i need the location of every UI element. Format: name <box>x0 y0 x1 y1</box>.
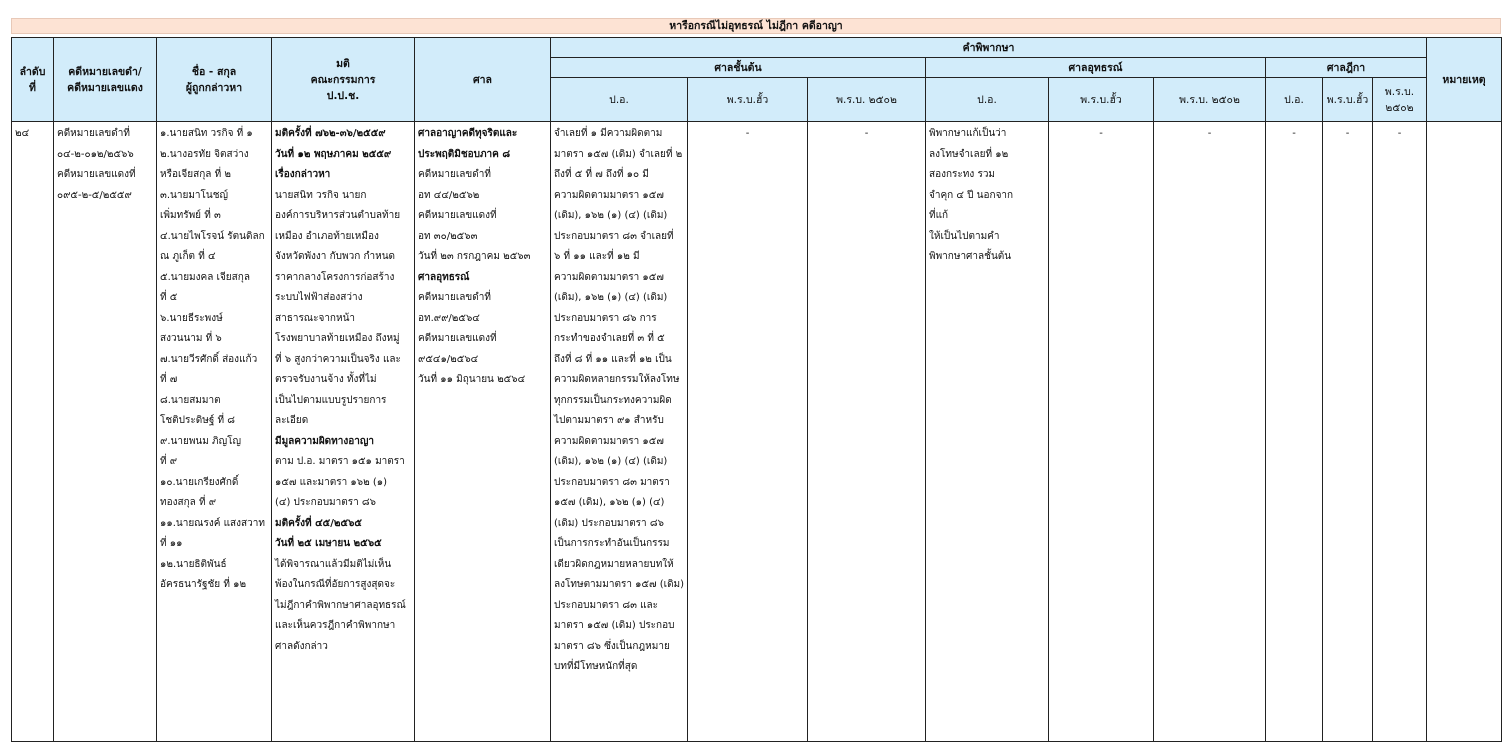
text-line: มติครั้งที่ ๗๖๒-๓๖/๒๕๕๙ <box>275 128 386 139</box>
text-line: ที่ ๕ <box>160 292 178 303</box>
text-line: ประกอบมาตรา ๘๓ มาตรา <box>554 476 670 488</box>
text-line: (เดิม) ประกอบมาตรา ๘๖ <box>554 517 664 529</box>
text-line: มติครั้งที่ ๔๕/๒๕๖๕ <box>275 517 362 529</box>
text-line: ๑๑.นายณรงค์ แสงสวาท <box>160 517 265 529</box>
header-case-no: คดีหมายเลขดำ/ คดีหมายเลขแดง <box>54 38 157 122</box>
text-line: ณ ภูเก็ต ที่ ๔ <box>160 251 216 262</box>
text-line: มาตรา ๑๕๗ (เดิม) จำเลยที่ ๒ <box>554 148 683 160</box>
text-line: ๑๕๗ และมาตรา ๑๖๒ (๑) <box>275 476 388 488</box>
text-line: ความผิดตามมาตรา ๑๕๗ <box>554 189 664 201</box>
text-line: ไปตามมาตรา ๙๑ สำหรับ <box>554 415 664 426</box>
text-line: ๒.นางอรทัย จิตสว่าง <box>160 148 249 160</box>
cell-appeal-po <box>926 122 1049 742</box>
cell-case-no: คดีหมายเลขดำที่ ๐๔-๒-๐๑๒/๒๕๖๖ คดีหมายเลขแดงที่ ๐๙๕-๒-๕/๒๕๕๙ <box>54 122 157 742</box>
header-court: ศาล <box>415 38 551 122</box>
cell-first-pr-old: - <box>688 122 808 742</box>
header-appeal-pr-2502: พ.ร.บ. ๒๕๐๒ <box>1154 78 1266 122</box>
cell-accused <box>157 122 272 742</box>
text-line: ที่ ๙ <box>160 456 178 467</box>
header-judgment: คำพิพากษา <box>551 38 1427 58</box>
text-line: (เดิม), ๑๖๒ (๑) (๔) (เดิม) <box>554 210 668 221</box>
text-line: หรือเจียสกุล ที่ ๒ <box>160 169 231 180</box>
text-line: มีมูลความผิดทางอาญา <box>275 435 375 447</box>
text-line: ตาม ป.อ. มาตรา ๑๕๑ มาตรา <box>275 456 405 467</box>
text-line: ทองสกุล ที่ ๙ <box>160 497 217 508</box>
text-line: เป็นไปตามแบบรูปรายการ <box>275 394 387 406</box>
header-supreme-pr-old: พ.ร.บ.ฮั้ว <box>1323 78 1373 122</box>
header-note: หมายเหตุ <box>1427 38 1502 122</box>
header-appeal-po: ป.อ. <box>926 78 1049 122</box>
text-line: พ้องในกรณีที่อัยการสูงสุดจะ <box>275 579 396 590</box>
text-line: องค์การบริหารส่วนตำบลท้าย <box>275 210 401 221</box>
text-line: ศาลดังกล่าว <box>275 640 328 652</box>
text-line: ประกอบมาตรา ๘๓ จำเลยที่ <box>554 230 674 242</box>
text-line: ไม่ฎีกาคำพิพากษาศาลอุทธรณ์ <box>275 599 406 611</box>
header-no: ลำดับ ที่ <box>12 38 54 122</box>
table-title: หารือกรณีไม่อุทธรณ์ ไม่ฎีกา คดีอาญา <box>11 18 1501 34</box>
text-line: ๕.นายมงคล เจียสกุล <box>160 271 250 283</box>
text-line: ลงโทษตามมาตรา ๑๕๗ (เดิม) <box>554 579 685 590</box>
text-line: (เดิม), ๑๖๒ (๑) (๔) (เดิม) <box>554 456 668 467</box>
text-line: ที่ ๑๑ <box>160 538 183 549</box>
cell-appeal-pr-old: - <box>1049 122 1154 742</box>
header-court-appeal: ศาลอุทธรณ์ <box>926 58 1266 78</box>
text-line: ๑๐.นายเกรียงศักดิ์ <box>160 476 239 488</box>
text-line: ประกอบมาตรา ๘๖ การ <box>554 312 657 324</box>
text-line: ประกอบมาตรา ๘๓ และ <box>554 599 659 611</box>
text-line: คดีหมายเลขดำที่ <box>418 292 491 303</box>
text-line: ความผิดตามมาตรา ๑๕๗ <box>554 435 664 447</box>
text-line: ละเอียด <box>275 415 309 426</box>
text-line: ๓.นายมาโนชญ์ <box>160 189 229 201</box>
header-first-pr-2502: พ.ร.บ. ๒๕๐๒ <box>808 78 926 122</box>
text-line: จังหวัดพังงา กับพวก กำหนด <box>275 251 396 262</box>
text-line: สาธารณะจากหน้า <box>275 312 356 324</box>
cell-note <box>1427 122 1502 742</box>
text-line: ตรวจรับงานจ้าง ทั้งที่ไม่ <box>275 374 377 385</box>
text-line: ๑.นายสนิท วรกิจ ที่ ๑ <box>160 128 253 139</box>
text-line: ๖.นายธีระพงษ์ <box>160 312 223 324</box>
text-line: เดียวผิดกฎหมายหลายบทให้ <box>554 558 674 570</box>
header-resolution: มติ คณะกรรมการ ป.ป.ช. <box>272 38 415 122</box>
text-line: วันที่ ๒๕ เมษายน ๒๕๖๕ <box>275 538 382 549</box>
text-line: จำเลยที่ ๑ มีความผิดตาม <box>554 128 663 139</box>
text-line: เพิ่มทรัพย์ ที่ ๓ <box>160 210 221 221</box>
text-line: พิพากษาแก้เป็นว่า <box>929 128 1007 139</box>
text-line: ความผิดหลายกรรมให้ลงโทษ <box>554 374 680 385</box>
header-court-first: ศาลชั้นต้น <box>551 58 926 78</box>
cell-supreme-po: - <box>1266 122 1323 742</box>
text-line: ๑๕๗ (เดิม), ๑๖๒ (๑) (๔) <box>554 497 665 508</box>
text-line: นายสนิท วรกิจ นายก <box>275 189 367 201</box>
text-line: อท ๔๔/๒๕๖๒ <box>418 189 480 201</box>
text-line: ความผิดตามมาตรา ๑๕๗ <box>554 271 664 283</box>
cell-supreme-pr-old: - <box>1323 122 1373 742</box>
header-first-po: ป.อ. <box>551 78 688 122</box>
text-line: กระทำของจำเลยที่ ๓ ที่ ๕ <box>554 333 665 344</box>
text-line: ๙.นายพนม ภิญโญ <box>160 435 242 447</box>
cell-first-pr-2502: - <box>808 122 926 742</box>
cell-appeal-pr-2502: - <box>1154 122 1266 742</box>
text-line: ที่แก้ <box>929 210 949 221</box>
text-line: อัครธนารัฐชัย ที่ ๑๒ <box>160 579 247 590</box>
text-line: วันที่ ๑๑ มิถุนายน ๒๕๖๔ <box>418 374 526 385</box>
text-line: สงวนนาม ที่ ๖ <box>160 333 222 344</box>
cell-first-po <box>551 122 688 742</box>
text-line: จำคุก ๔ ปี นอกจาก <box>929 189 1014 201</box>
text-line: (เดิม), ๑๖๒ (๑) (๔) (เดิม) <box>554 292 668 303</box>
text-line: ศาลอาญาคดีทุจริตและ <box>418 128 518 139</box>
text-line: ราคากลางโครงการก่อสร้าง <box>275 271 395 283</box>
header-first-pr-old: พ.ร.บ.ฮั้ว <box>688 78 808 122</box>
text-line: พิพากษาศาลชั้นต้น <box>929 251 1012 262</box>
header-supreme-po: ป.อ. <box>1266 78 1323 122</box>
text-line: ทุกกรรมเป็นกระทงความผิด <box>554 394 672 406</box>
cell-supreme-pr-2502: - <box>1373 122 1427 742</box>
cell-court <box>415 122 551 742</box>
header-court-supreme: ศาลฎีกา <box>1266 58 1427 78</box>
table-row <box>12 122 1502 742</box>
text-line: มาตรา ๘๖ ซึ่งเป็นกฎหมาย <box>554 640 670 652</box>
header-supreme-pr-2502: พ.ร.บ. ๒๕๐๒ <box>1373 78 1427 122</box>
text-line: โชติประดิษฐ์ ที่ ๘ <box>160 415 236 426</box>
text-line: ๖ ที่ ๑๑ และที่ ๑๒ มี <box>554 251 640 262</box>
text-line: ถึงที่ ๕ ที่ ๗ ถึงที่ ๑๐ มี <box>554 169 649 180</box>
text-line: คดีหมายเลขแดงที่ <box>418 210 497 221</box>
text-line: เป็นการกระทำอันเป็นกรรม <box>554 538 670 549</box>
text-line: ศาลอุทธรณ์ <box>418 271 470 283</box>
text-line: ลงโทษจำเลยที่ ๑๒ <box>929 148 1009 160</box>
consultation-table <box>11 37 1502 742</box>
text-line: บทที่มีโทษหนักที่สุด <box>554 661 638 672</box>
text-line: เหมือง อำเภอท้ายเหมือง <box>275 230 379 242</box>
text-line: คดีหมายเลขแดงที่ <box>418 333 497 344</box>
text-line: ที่ ๗ <box>160 374 178 385</box>
text-line: อท.๙๙/๒๕๖๔ <box>418 312 480 324</box>
text-line: สองกระทง รวม <box>929 169 996 180</box>
text-line: มาตรา ๑๕๗ (เดิม) ประกอบ <box>554 620 675 631</box>
text-line: ที่ ๖ สูงกว่าความเป็นจริง และ <box>275 353 401 365</box>
text-line: ๙๕๔๑/๒๕๖๔ <box>418 353 479 365</box>
text-line: เรื่องกล่าวหา <box>275 169 331 180</box>
text-line: ๔.นายไพโรจน์ รัตนดิลก <box>160 230 265 242</box>
text-line: วันที่ ๑๒ พฤษภาคม ๒๕๕๙ <box>275 148 392 160</box>
text-line: ๑๒.นายธิติพันธ์ <box>160 558 227 570</box>
text-line: คดีหมายเลขดำที่ <box>418 169 491 180</box>
cell-no: ๒๔ <box>12 122 54 742</box>
text-line: ให้เป็นไปตามคำ <box>929 230 1000 242</box>
text-line: ๘.นายสมมาต <box>160 394 221 406</box>
text-line: วันที่ ๒๓ กรกฎาคม ๒๕๖๓ <box>418 251 531 262</box>
header-appeal-pr-old: พ.ร.บ.ฮั้ว <box>1049 78 1154 122</box>
text-line: อท ๓๐/๒๕๖๓ <box>418 230 478 242</box>
text-line: ระบบไฟฟ้าส่องสว่าง <box>275 292 363 303</box>
text-line: ได้พิจารณาแล้วมีมติไม่เห็น <box>275 558 392 570</box>
text-line: ถึงที่ ๘ ที่ ๑๑ และที่ ๑๒ เป็น <box>554 353 672 365</box>
text-line: (๔) ประกอบมาตรา ๘๖ <box>275 497 376 508</box>
header-accused: ชื่อ - สกุล ผู้ถูกกล่าวหา <box>157 38 272 122</box>
text-line: โรงพยาบาลท้ายเหมือง ถึงหมู่ <box>275 333 400 344</box>
cell-resolution <box>272 122 415 742</box>
text-line: และเห็นควรฎีกาคำพิพากษา <box>275 620 396 631</box>
text-line: ๗.นายวีรศักดิ์ ส่องแก้ว <box>160 353 258 365</box>
text-line: ประพฤติมิชอบภาค ๘ <box>418 148 511 160</box>
